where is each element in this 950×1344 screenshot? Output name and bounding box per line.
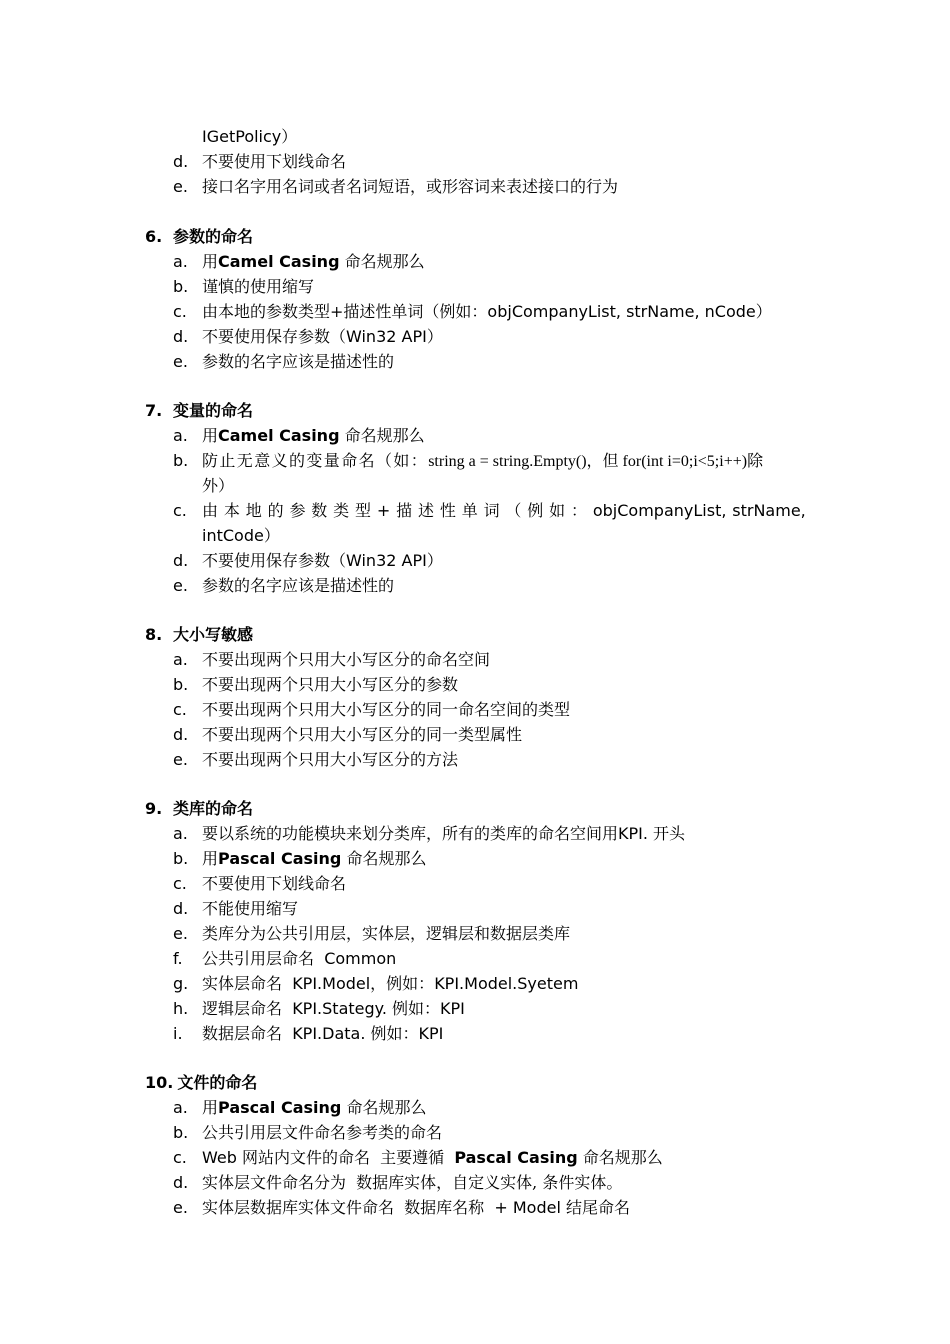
justified-word: 由: [202, 501, 219, 520]
list-marker: a.: [173, 426, 188, 445]
justified-word: 型: [355, 501, 372, 520]
list-marker: d.: [173, 152, 189, 171]
section-title: 大小写敏感: [173, 625, 254, 644]
section-number: 8.: [145, 625, 163, 644]
item-text: 接口名字用名词或者名词短语，或形容词来表述接口的行为: [202, 177, 619, 196]
justified-word: 数: [311, 501, 328, 520]
item-text: 不要出现两个只用大小写区分的同一类型属性: [202, 725, 523, 744]
section-number: 6.: [145, 227, 163, 246]
item-text: 不要使用下划线命名: [202, 152, 347, 171]
item-text: 用Camel Casing 命名规那么: [202, 252, 425, 271]
list-marker: e.: [173, 177, 188, 196]
list-marker: a.: [173, 252, 188, 271]
justified-word: 如: [549, 501, 566, 520]
section-heading: [145, 796, 253, 821]
list-marker: e.: [173, 1198, 188, 1217]
item-text: 要以系统的功能模块来划分类库，所有的类库的命名空间用KPI. 开头: [202, 824, 686, 843]
item-text: 外）: [202, 476, 235, 495]
list-marker: a.: [173, 824, 188, 843]
item-text: intCode）: [202, 526, 280, 545]
item-text: 实体层数据库实体文件命名 数据库名称 + Model 结尾命名: [202, 1198, 630, 1217]
list-marker: d.: [173, 327, 189, 346]
list-marker: b.: [173, 675, 189, 694]
justified-word: 单: [461, 501, 478, 520]
list-marker: d.: [173, 725, 189, 744]
justified-word: 类: [333, 501, 350, 520]
justified-word: strName,: [732, 501, 806, 520]
list-marker: a.: [173, 650, 188, 669]
item-text: 不要使用保存参数（Win32 API）: [202, 327, 443, 346]
section-heading: [145, 1070, 257, 1095]
justified-word: （: [505, 501, 522, 520]
list-marker: c.: [173, 501, 187, 520]
section-title: 变量的命名: [173, 401, 254, 420]
item-text: IGetPolicy）: [202, 127, 298, 146]
list-marker: b.: [173, 451, 189, 470]
justified-word: 词: [483, 501, 500, 520]
item-text: 谨慎的使用缩写: [202, 277, 315, 296]
item-text: 类库分为公共引用层，实体层，逻辑层和数据层类库: [202, 924, 571, 943]
section-heading: [145, 398, 253, 423]
list-marker: c.: [173, 874, 187, 893]
justified-word: 的: [267, 501, 284, 520]
item-text: 公共引用层命名 Common: [202, 949, 397, 968]
item-text: 不要出现两个只用大小写区分的同一命名空间的类型: [202, 700, 571, 719]
item-text: [202, 498, 806, 523]
item-text: 由本地的参数类型+描述性单词（例如：objCompanyList, strName, nCode）: [202, 302, 772, 321]
list-marker: d.: [173, 899, 189, 918]
justified-word: 述: [417, 501, 434, 520]
justified-word: 描: [396, 501, 413, 520]
section-number: 7.: [145, 401, 163, 420]
list-marker: b.: [173, 1123, 189, 1142]
item-text: Web 网站内文件的命名 主要遵循 Pascal Casing 命名规那么: [202, 1148, 663, 1167]
item-text: 不要出现两个只用大小写区分的参数: [202, 675, 459, 694]
item-text: 用Camel Casing 命名规那么: [202, 426, 425, 445]
list-marker: c.: [173, 1148, 187, 1167]
section-number: 9.: [145, 799, 163, 818]
list-marker: b.: [173, 849, 189, 868]
section-title: 类库的命名: [173, 799, 254, 818]
item-text: 数据层命名 KPI.Data. 例如：KPI: [202, 1024, 444, 1043]
section-number: 10.: [145, 1073, 174, 1092]
section-heading: [145, 622, 253, 647]
justified-word: ：: [571, 501, 588, 520]
list-marker: e.: [173, 750, 188, 769]
justified-word: 参: [289, 501, 306, 520]
list-marker: e.: [173, 352, 188, 371]
item-text: 防止无意义的变量命名（如：string a = string.Empty()，但 for(int i=0;i<5;i++)除: [202, 451, 765, 470]
item-text: 参数的名字应该是描述性的: [202, 352, 395, 371]
item-text: 不要使用下划线命名: [202, 874, 347, 893]
item-text: 用Pascal Casing 命名规那么: [202, 849, 427, 868]
section-title: 文件的命名: [177, 1073, 258, 1092]
item-text: 实体层命名 KPI.Model，例如：KPI.Model.Syetem: [202, 974, 579, 993]
justified-word: 性: [439, 501, 456, 520]
list-marker: e.: [173, 576, 188, 595]
list-marker: i.: [173, 1024, 183, 1043]
list-marker: c.: [173, 302, 187, 321]
section-title: 参数的命名: [173, 227, 254, 246]
list-marker: e.: [173, 924, 188, 943]
list-marker: d.: [173, 1173, 189, 1192]
justified-word: objCompanyList,: [592, 501, 727, 520]
item-text: 实体层文件命名分为 数据库实体，自定义实体, 条件实体。: [202, 1173, 623, 1192]
justified-word: 地: [245, 501, 262, 520]
item-text: 不能使用缩写: [202, 899, 299, 918]
item-text: 公共引用层文件命名参考类的命名: [202, 1123, 443, 1142]
list-marker: b.: [173, 277, 189, 296]
justified-word: +: [376, 501, 391, 520]
list-marker: c.: [173, 700, 187, 719]
list-marker: g.: [173, 974, 189, 993]
item-text: 逻辑层命名 KPI.Stategy. 例如：KPI: [202, 999, 465, 1018]
list-marker: f.: [173, 949, 183, 968]
justified-word: 本: [223, 501, 240, 520]
item-text: 不要出现两个只用大小写区分的命名空间: [202, 650, 491, 669]
list-marker: a.: [173, 1098, 188, 1117]
list-marker: d.: [173, 551, 189, 570]
item-text: 用Pascal Casing 命名规那么: [202, 1098, 427, 1117]
item-text: 不要使用保存参数（Win32 API）: [202, 551, 443, 570]
section-heading: [145, 224, 253, 249]
justified-word: 例: [527, 501, 544, 520]
item-text: 不要出现两个只用大小写区分的方法: [202, 750, 459, 769]
list-marker: h.: [173, 999, 189, 1018]
item-text: 参数的名字应该是描述性的: [202, 576, 395, 595]
